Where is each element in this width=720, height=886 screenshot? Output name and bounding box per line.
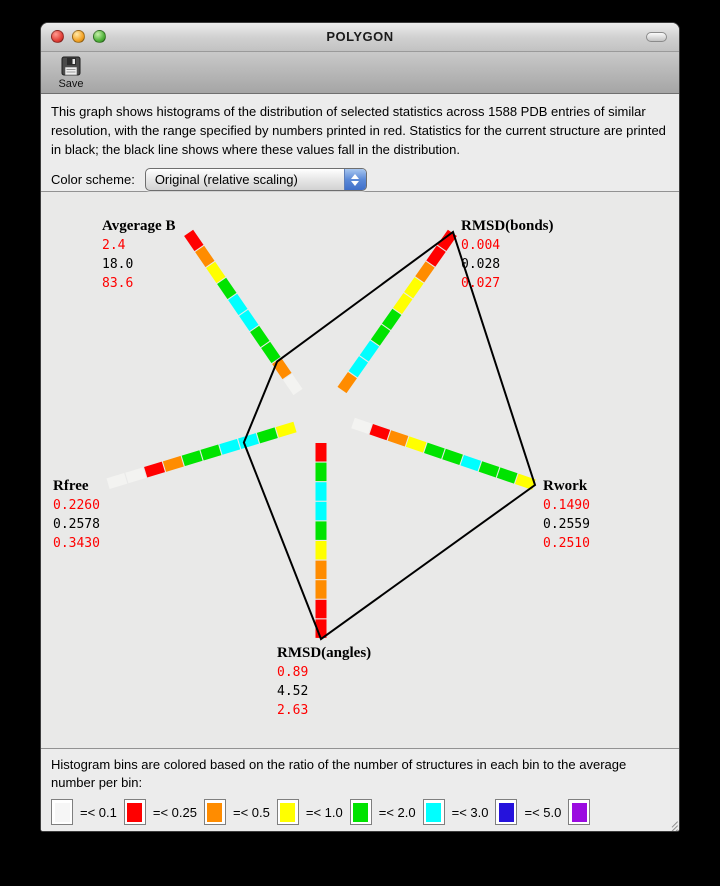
histogram-bin-segment	[221, 444, 239, 449]
histogram-bin-segment	[353, 423, 370, 429]
histogram-bin-segment	[462, 460, 479, 466]
histogram-bin-segment	[408, 442, 425, 448]
description-text: This graph shows histograms of the distribution of selected statistics across 1588 PDB entries of similar resolution, with the range specified by numbers printed in red. Statistics for the current structure are printed in black; the black line shows where these values fall in the distribution.	[51, 104, 666, 157]
save-button[interactable]	[51, 55, 91, 90]
legend-swatch	[350, 799, 372, 825]
legend-swatch-color	[55, 803, 70, 822]
histogram-bin-segment	[233, 297, 243, 312]
axis-title: Rfree	[53, 478, 89, 494]
legend-row	[51, 799, 669, 825]
histogram-bin-segment	[431, 249, 441, 264]
histogram-bin-segment	[389, 435, 406, 441]
histogram-bin-segment	[277, 361, 287, 376]
legend-swatch-color	[572, 803, 587, 822]
legend-swatch	[204, 799, 226, 825]
axis-min-value: 0.2260	[53, 498, 100, 513]
histogram-bin-segment	[375, 328, 385, 343]
histogram-bin-segment	[517, 479, 534, 485]
histogram-bin-segment	[200, 249, 210, 264]
app-window	[40, 22, 680, 832]
histogram-bin-segment	[255, 329, 265, 344]
histogram-bin-segment	[211, 265, 221, 280]
legend-bin-label: =< 0.25	[152, 804, 197, 820]
histogram-bin-segment	[164, 461, 182, 466]
histogram-bin-segment	[342, 375, 352, 390]
histogram-bin-segment	[202, 450, 220, 455]
legend-swatch-color	[353, 803, 368, 822]
window-title: POLYGON	[326, 29, 394, 44]
axis-min-value: 2.4	[102, 238, 126, 253]
legend-swatch	[124, 799, 146, 825]
histogram-bin-segment	[127, 473, 145, 478]
legend-text: Histogram bins are colored based on the ratio of the number of structures in each bin to the average number per bin:	[51, 757, 627, 790]
legend-bin-label: =< 5.0	[524, 804, 562, 820]
legend-swatch	[277, 799, 299, 825]
legend-swatch-color	[499, 803, 514, 822]
histogram-bin-segment	[444, 454, 461, 460]
axis-max-value: 2.63	[277, 703, 309, 718]
histogram-bin-segment	[146, 467, 164, 472]
radar-histogram-chart	[41, 192, 679, 748]
axis-title: Avgerage B	[102, 218, 176, 234]
color-scheme-row	[51, 168, 669, 191]
axis-max-value: 0.2510	[543, 536, 590, 551]
legend-swatch-color	[127, 803, 142, 822]
resize-grip[interactable]	[665, 817, 678, 830]
histogram-bin-segment	[288, 377, 298, 392]
histogram-bin-segment	[409, 280, 419, 295]
legend-bin-label: =< 0.1	[80, 804, 117, 820]
chevron-up-down-icon	[344, 169, 366, 190]
histogram-bin-segment	[371, 429, 388, 435]
description-panel	[41, 94, 679, 192]
axis-current-value: 4.52	[277, 684, 309, 699]
axis-current-value: 0.2578	[53, 517, 100, 532]
histogram-bin-segment	[108, 478, 126, 483]
legend-bin-label: =< 1.0	[305, 804, 343, 820]
save-button-label: Save	[58, 78, 84, 90]
histogram-bin-segment	[189, 233, 199, 248]
histogram-bin-segment	[353, 359, 363, 374]
legend-swatch-color	[207, 803, 222, 822]
legend-swatch	[568, 799, 590, 825]
legend-swatch	[423, 799, 445, 825]
legend-panel	[41, 749, 679, 831]
axis-title: RMSD(bonds)	[461, 218, 554, 234]
axis-min-value: 0.004	[461, 238, 501, 253]
save-floppy-icon	[60, 55, 82, 77]
legend-swatch	[495, 799, 517, 825]
color-scheme-label: Color scheme:	[51, 172, 135, 187]
axis-min-value: 0.89	[277, 665, 309, 680]
toolbar	[41, 52, 679, 94]
histogram-bin-segment	[426, 448, 443, 454]
axis-title: RMSD(angles)	[277, 645, 372, 661]
histogram-bin-segment	[277, 427, 295, 432]
axis-max-value: 83.6	[102, 276, 134, 291]
histogram-bin-segment	[222, 281, 232, 296]
legend-bin-label: =< 0.5	[232, 804, 270, 820]
axis-title: Rwork	[543, 478, 588, 494]
legend-swatch-color	[426, 803, 441, 822]
legend-swatch	[51, 799, 73, 825]
legend-bin-label: =< 2.0	[378, 804, 416, 820]
histogram-bin-segment	[386, 312, 396, 327]
histogram-bin-segment	[240, 438, 258, 443]
axis-max-value: 0.027	[461, 276, 501, 291]
title-bar[interactable]	[41, 23, 679, 52]
legend-bin-label: =< 3.0	[451, 804, 489, 820]
histogram-bin-segment	[266, 345, 276, 360]
histogram-bin-segment	[258, 433, 276, 438]
toolbar-toggle-pill[interactable]	[646, 32, 667, 42]
histogram-bin-segment	[499, 473, 516, 479]
axis-current-value: 0.028	[461, 257, 501, 272]
histogram-bin-segment	[244, 313, 254, 328]
axis-max-value: 0.3430	[53, 536, 100, 551]
color-scheme-selected-value: Original (relative scaling)	[154, 172, 298, 187]
histogram-bin-segment	[183, 456, 201, 461]
plot-panel	[41, 192, 679, 749]
legend-swatch-color	[280, 803, 295, 822]
color-scheme-select[interactable]	[145, 168, 367, 191]
histogram-bin-segment	[480, 466, 497, 472]
histogram-bin-segment	[420, 265, 430, 280]
histogram-bin-segment	[364, 344, 374, 359]
axis-current-value: 18.0	[102, 257, 134, 272]
histogram-bin-segment	[398, 296, 408, 311]
axis-min-value: 0.1490	[543, 498, 590, 513]
axis-current-value: 0.2559	[543, 517, 590, 532]
